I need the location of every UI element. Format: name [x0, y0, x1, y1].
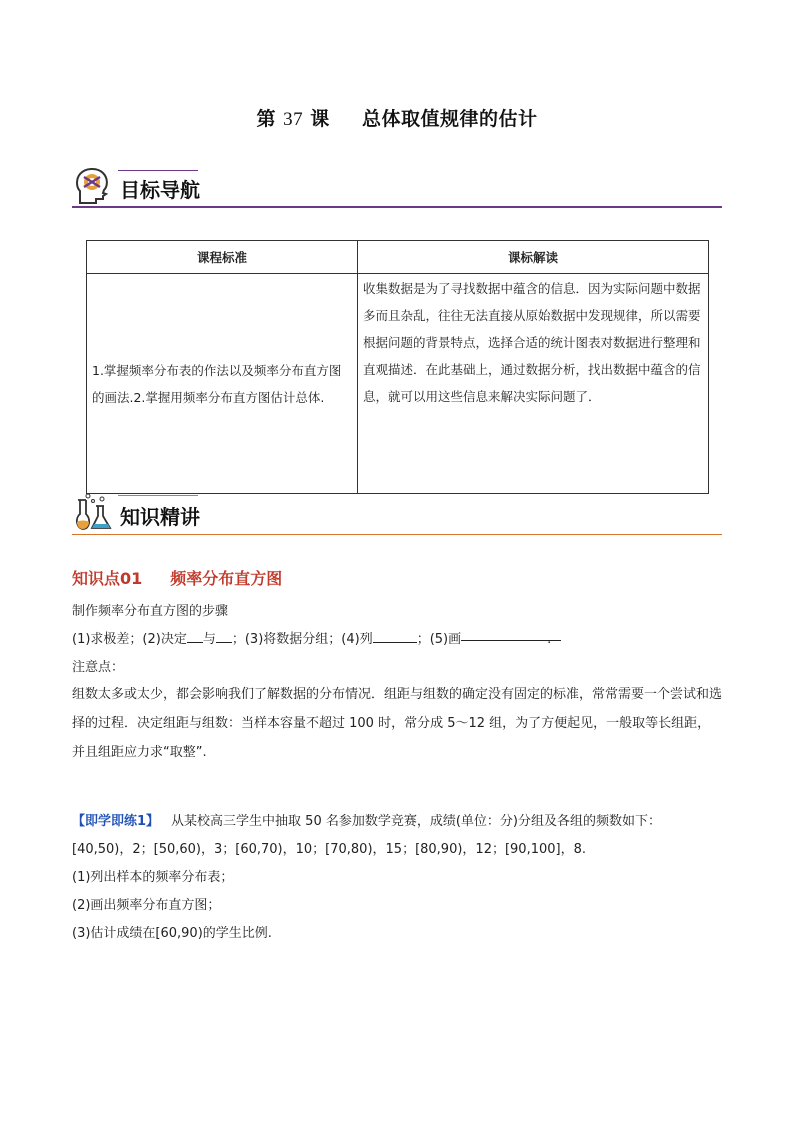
table-row [87, 274, 709, 494]
page-title [0, 104, 794, 131]
table-header-standard: 课程标准 [87, 241, 358, 274]
step-text-1: (1)求极差；(2)决定 [72, 632, 187, 647]
table-header-row [87, 241, 709, 274]
title-suffix: 课 [310, 108, 330, 130]
brain-gear-icon [72, 165, 112, 205]
exercise-question-3: (3)估计成绩在[60,90)的学生比例. [72, 926, 272, 941]
lesson-number: 37 [283, 109, 304, 130]
exercise-question-2: (2)画出频率分布直方图； [72, 898, 221, 913]
section-title-goals: 目标导航 [120, 178, 200, 202]
step-text-4: ；(5)画 [416, 632, 462, 647]
step-text-2: 与 [202, 632, 216, 647]
blank-2 [216, 628, 232, 643]
table-cell-interpretation: 收集数据是为了寻找数据中蕴含的信息．因为实际问题中数据多而且杂乱，往往无法直接从原始数据中发现规律，所以需要根据问题的背景特点，选择合适的统计图表对数据进行整理和直观描述．在此基础上，通过数据分析，找出数据中蕴含的信息，就可以用这些信息来解决实际问题了． [358, 274, 709, 494]
step-text-3: ；(3)将数据分组；(4)列 [231, 632, 373, 647]
header-top-rule [118, 170, 198, 171]
exercise-question-1: (1)列出样本的频率分布表； [72, 870, 234, 885]
section-rule [72, 534, 722, 536]
exercise-tag: 【即学即练1】 [72, 814, 160, 829]
lesson-topic: 总体取值规律的估计 [362, 108, 538, 130]
blank-4 [461, 626, 561, 647]
note-label: 注意点： [72, 660, 125, 675]
blank-1 [187, 628, 203, 643]
knowledge-point-number: 知识点01 [72, 569, 143, 588]
steps-heading: 制作频率分布直方图的步骤 [72, 604, 229, 619]
exercise-data-line: [40,50)，2；[50,60)，3；[60,70)，10；[70,80)，15；[80,90)，12；[90,100]，8. [72, 842, 587, 857]
step-text-5: . [547, 632, 552, 647]
knowledge-point-name: 频率分布直方图 [170, 569, 283, 588]
section-rule [72, 206, 722, 208]
blank-3 [373, 628, 417, 643]
table-cell-standard: 1.掌握频率分布表的作法以及频率分布直方图的画法.2.掌握用频率分布直方图估计总体. [87, 274, 358, 494]
header-top-rule [118, 495, 198, 496]
section-header-goals [72, 158, 722, 208]
flask-icon [72, 492, 112, 532]
title-prefix: 第 [256, 108, 276, 130]
exercise-intro [72, 808, 722, 836]
section-header-knowledge [72, 485, 722, 535]
knowledge-point-title [72, 566, 282, 589]
note-text: 组数太多或太少，都会影响我们了解数据的分布情况．组距与组数的确定没有固定的标准，常常需要一个尝试和选择的过程．决定组距与组数：当样本容量不超过 100 时，常分成 5～12 组，为了方便起见，一般取等长组距，并且组距应力求“取整”. [72, 687, 723, 760]
table-header-interpretation: 课标解读 [358, 241, 709, 274]
steps-line [72, 626, 722, 654]
exercise-intro-text: 从某校高三学生中抽取 50 名参加数学竞赛，成绩(单位：分)分组及各组的频数如下： [171, 814, 661, 829]
section-title-knowledge: 知识精讲 [120, 505, 200, 529]
curriculum-table [86, 240, 709, 494]
